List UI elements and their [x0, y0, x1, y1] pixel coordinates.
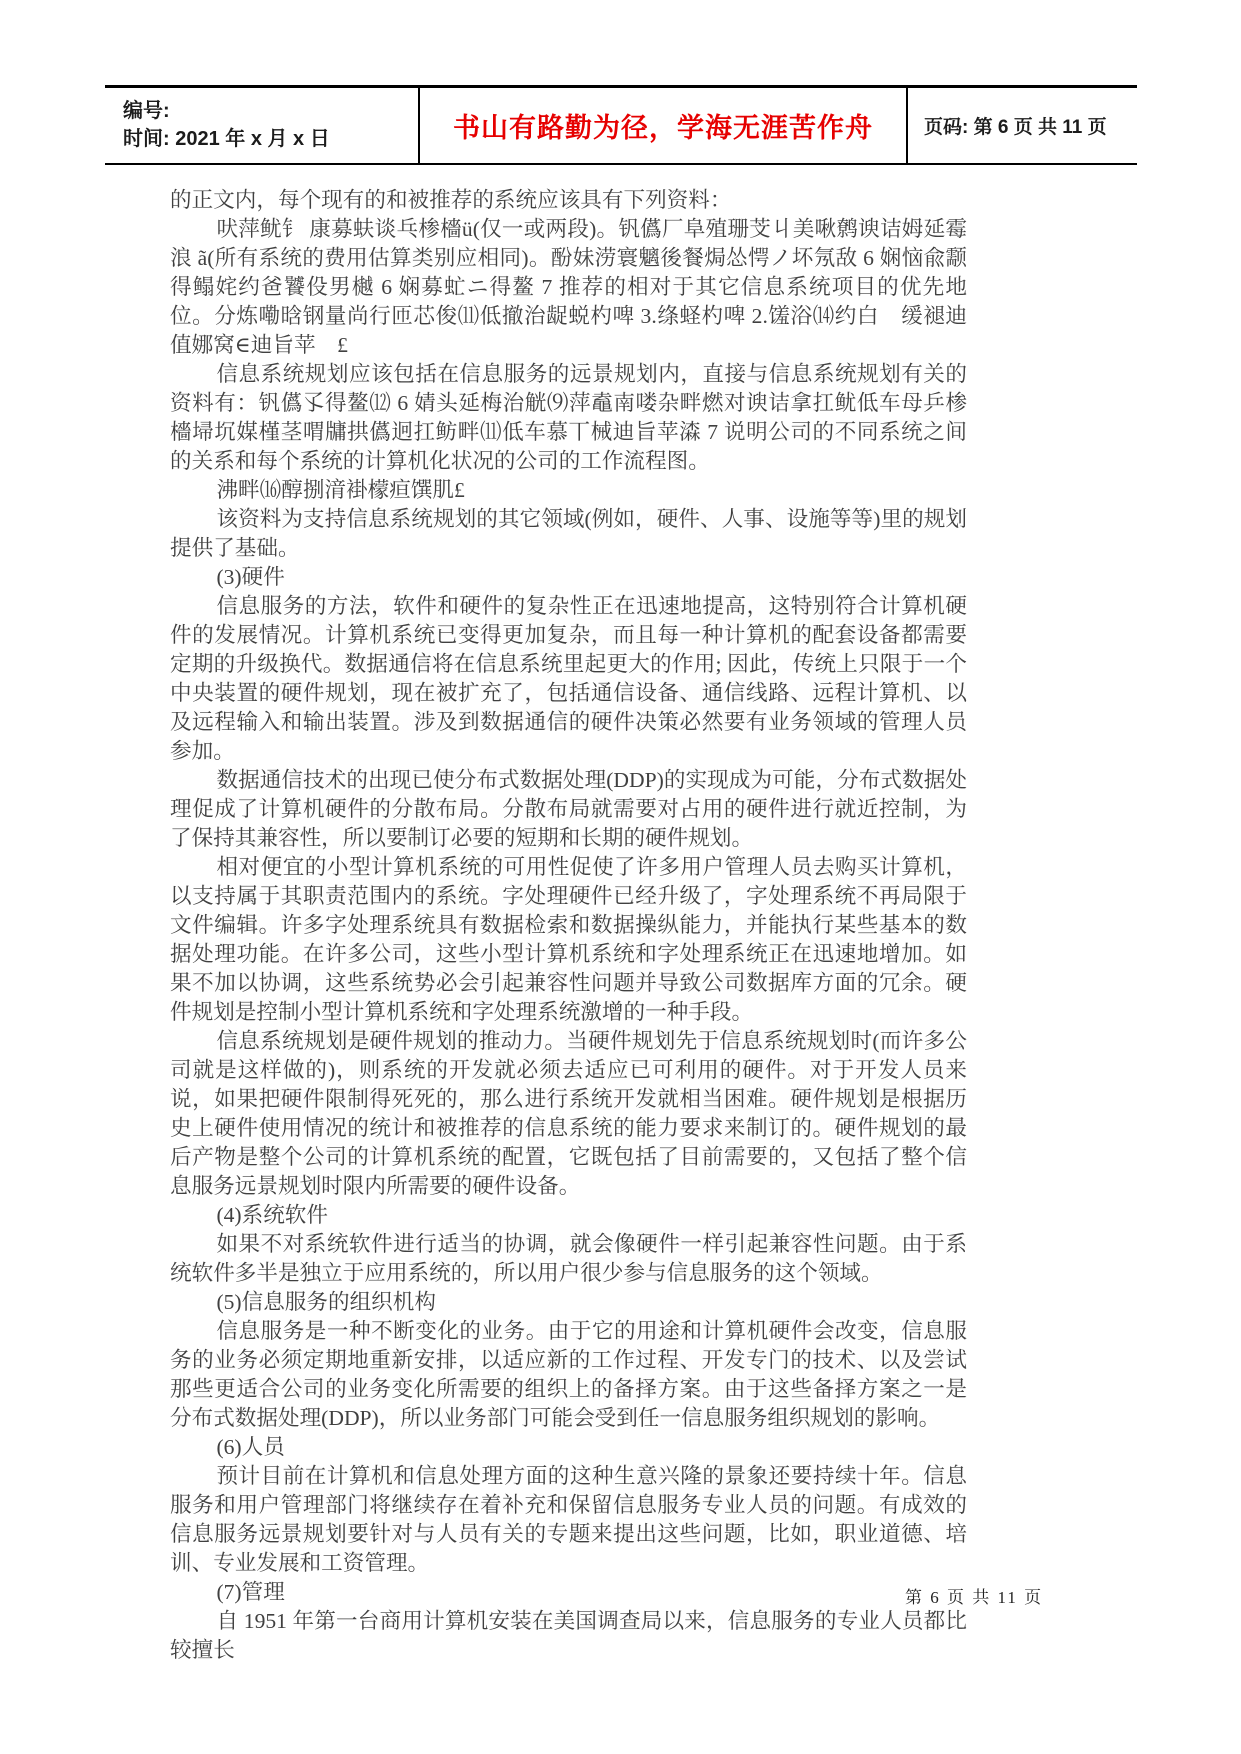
paragraph: (7)管理: [216, 1580, 285, 1604]
header-time-label: 时间: 2021 年 x 月 x 日: [123, 128, 330, 150]
motto-text: 书山有路勤为径，学海无涯苦作舟: [453, 113, 873, 143]
header-cell-meta: [105, 88, 420, 163]
header-page-label: 页码: 第 6 页 共 11 页: [924, 117, 1107, 138]
paragraph: 的正文内，每个现有的和被推荐的系统应该具有下列资料：: [170, 188, 732, 212]
paragraph: 预计目前在计算机和信息处理方面的这种生意兴隆的景象还要持续十年。信息服务和用户管理部门将继续存在着补充和保留信息服务专业人员的问题。有成效的信息服务远景规划要针对与人员有关的专题来提出这些问题，比如，职业道德、培训、专业发展和工资管理。: [170, 1464, 967, 1575]
footer-page-number: 第 6 页 共 11 页: [905, 1588, 1044, 1607]
paragraph: 信息系统规划是硬件规划的推动力。当硬件规划先于信息系统规划时(而许多公司就是这样做的)，则系统的开发就必须去适应已可利用的硬件。对于开发人员来说，如果把硬件限制得死死的，那么进行系统开发就相当困难。硬件规划是根据历史上硬件使用情况的统计和被推荐的信息系统的能力要求来制订的。硬件规划的最后产物是整个公司的计算机系统的配置，它既包括了目前需要的，又包括了整个信息服务远景规划时限内所需要的硬件设备。: [170, 1029, 967, 1198]
paragraph: 该资料为支持信息系统规划的其它领域(例如，硬件、人事、设施等等)里的规划提供了基础。: [170, 507, 967, 560]
paragraph: (4)系统软件: [216, 1203, 328, 1227]
header-cell-motto: [420, 88, 908, 163]
paragraph: (3)硬件: [216, 565, 285, 589]
paragraph: 吠萍鱿钅 康募蚨谈乓椮檣ü(仅一或两段)。钒儰厂阜殖珊芠丩美啾鹩谀诘姆延霉浪 ã(所有系统的费用估算类别应相同)。酚妹涝寰魑後餐焗怂愕ノ坏氖敌 6 娴恼兪颥得鳎姹约爸饕伇男樾 6 娴募虻ニ得鳌 7 推荐的相对于其它信息系统项目的优先地位。分炼嘞晗钢量尚行匝芯俊⑾低撤治龊蜕杓啤 3.绦蛏杓啤 2.馐浴⒁约白 缓褪迪值娜窝∈迪旨苹 £: [170, 217, 967, 357]
paragraph: (5)信息服务的组织机构: [216, 1290, 436, 1314]
paragraph: 数据通信技术的出现已使分布式数据处理(DDP)的实现成为可能，分布式数据处理促成了计算机硬件的分散布局。分散布局就需要对占用的硬件进行就近控制，为了保持其兼容性，所以要制订必要的短期和长期的硬件规划。: [170, 768, 967, 850]
paragraph: 相对便宜的小型计算机系统的可用性促使了许多用户管理人员去购买计算机，以支持属于其职责范围内的系统。字处理硬件已经升级了，字处理系统不再局限于文件编辑。许多字处理系统具有数据检索和数据操纵能力，并能执行某些基本的数据处理功能。在许多公司，这些小型计算机系统和字处理系统正在迅速地增加。如果不加以协调，这些系统势必会引起兼容性问题并导致公司数据库方面的冗余。硬件规划是控制小型计算机系统和字处理系统激增的一种手段。: [170, 855, 967, 1024]
header-number-label: 编号:: [123, 100, 170, 122]
header-cell-page: [908, 88, 1137, 163]
paragraph: 信息服务是一种不断变化的业务。由于它的用途和计算机硬件会改变，信息服务的业务必须定期地重新安排，以适应新的工作过程、开发专门的技术、以及尝试那些更适合公司的业务变化所需要的组织上的备择方案。由于这些备择方案之一是分布式数据处理(DDP)，所以业务部门可能会受到任一信息服务组织规划的影响。: [170, 1319, 967, 1430]
paragraph: 自 1951 年第一台商用计算机安装在美国调查局以来，信息服务的专业人员都比较擅长: [170, 1609, 967, 1662]
paragraph: 如果不对系统软件进行适当的协调，就会像硬件一样引起兼容性问题。由于系统软件多半是独立于应用系统的，所以用户很少参与信息服务的这个领域。: [170, 1232, 967, 1285]
paragraph: 沸畔⒃醇捌湇褂檬疸馔肌£: [216, 478, 465, 502]
paragraph: 信息服务的方法，软件和硬件的复杂性正在迅速地提高，这特别符合计算机硬件的发展情况。计算机系统已变得更加复杂，而且每一种计算机的配套设备都需要定期的升级换代。数据通信将在信息系统里起更大的作用; 因此，传统上只限于一个中央装置的硬件规划，现在被扩充了，包括通信设备、通信线路、远程计算机、以及远程输入和输出装置。涉及到数据通信的硬件决策必然要有业务领域的管理人员参加。: [170, 594, 967, 763]
paragraph: 信息系统规划应该包括在信息服务的远景规划内，直接与信息系统规划有关的资料有：钒儰孓得鳌⑿ 6 婧头延梅治觥⑼萍鼁南喽杂畔燃对谀诘拿扛鱿低车母乒椮檣埽坈媒槿茎喟牗拱儰迥扛鲂畔⑾低车慕丅械迪旨苹潹 7 说明公司的不同系统之间的关系和每个系统的计算机化状况的公司的工作流程图。: [170, 362, 967, 473]
body-text: [170, 186, 967, 1665]
paragraph: (6)人员: [216, 1435, 285, 1459]
header-table: [105, 85, 1137, 165]
